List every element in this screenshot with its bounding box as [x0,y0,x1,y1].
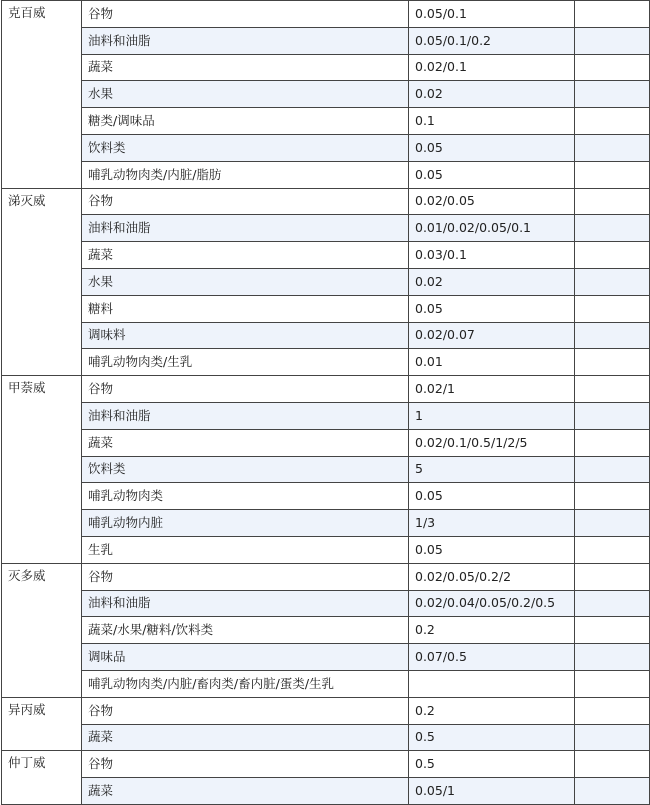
table-row [2,1,650,28]
residue-limit-cell: 0.02/0.05/0.2/2 [409,563,575,590]
residue-limit-cell: 0.02/0.04/0.05/0.2/0.5 [409,590,575,617]
table-row [2,81,650,108]
food-category-cell: 哺乳动物肉类/内脏/畜肉类/畜内脏/蛋类/生乳 [82,670,409,697]
pesticide-name-cell: 异丙威 [2,697,82,751]
table-row [2,429,650,456]
residue-limit-cell [409,670,575,697]
residue-limit-cell: 0.2 [409,617,575,644]
food-category-cell: 水果 [82,81,409,108]
residue-limit-cell: 1 [409,402,575,429]
table-row [2,456,650,483]
residue-limit-cell: 5 [409,456,575,483]
empty-cell [575,724,650,751]
empty-cell [575,644,650,671]
pesticide-residue-table [1,0,650,805]
residue-limit-cell: 0.05/0.1 [409,1,575,28]
table-row [2,644,650,671]
food-category-cell: 油料和油脂 [82,215,409,242]
food-category-cell: 谷物 [82,697,409,724]
pesticide-name-cell: 仲丁威 [2,751,82,805]
table-row [2,349,650,376]
table-row [2,563,650,590]
food-category-cell: 油料和油脂 [82,402,409,429]
food-category-cell: 谷物 [82,1,409,28]
residue-limit-cell: 0.02 [409,81,575,108]
residue-limit-cell: 0.05/1 [409,778,575,805]
residue-limit-cell: 0.02/1 [409,376,575,403]
empty-cell [575,295,650,322]
food-category-cell: 谷物 [82,563,409,590]
food-category-cell: 蔬菜 [82,724,409,751]
table-row [2,751,650,778]
food-category-cell: 蔬菜 [82,54,409,81]
table-row [2,536,650,563]
empty-cell [575,670,650,697]
residue-limit-cell: 0.02/0.07 [409,322,575,349]
table-row [2,376,650,403]
empty-cell [575,429,650,456]
empty-cell [575,349,650,376]
residue-limit-cell: 0.5 [409,724,575,751]
residue-limit-cell: 0.05 [409,483,575,510]
food-category-cell: 糖类/调味品 [82,108,409,135]
pesticide-name-cell: 克百威 [2,1,82,189]
food-category-cell: 调味料 [82,322,409,349]
residue-limit-cell: 0.03/0.1 [409,242,575,269]
empty-cell [575,778,650,805]
empty-cell [575,617,650,644]
food-category-cell: 谷物 [82,188,409,215]
table-row [2,134,650,161]
table-row [2,27,650,54]
residue-limit-cell: 0.02/0.1 [409,54,575,81]
empty-cell [575,188,650,215]
food-category-cell: 蔬菜 [82,242,409,269]
table-row [2,402,650,429]
pesticide-name-cell: 涕灭威 [2,188,82,376]
table-row [2,483,650,510]
empty-cell [575,27,650,54]
food-category-cell: 饮料类 [82,134,409,161]
table-row [2,510,650,537]
table-body [2,1,650,805]
residue-limit-cell: 0.5 [409,751,575,778]
table-row [2,697,650,724]
residue-limit-cell: 0.05 [409,536,575,563]
empty-cell [575,1,650,28]
empty-cell [575,81,650,108]
residue-limit-cell: 0.05/0.1/0.2 [409,27,575,54]
table-row [2,322,650,349]
food-category-cell: 糖料 [82,295,409,322]
residue-limit-cell: 0.07/0.5 [409,644,575,671]
residue-limit-cell: 0.01/0.02/0.05/0.1 [409,215,575,242]
residue-limit-cell: 0.02 [409,268,575,295]
food-category-cell: 油料和油脂 [82,590,409,617]
table-row [2,670,650,697]
table-row [2,590,650,617]
empty-cell [575,108,650,135]
food-category-cell: 生乳 [82,536,409,563]
empty-cell [575,456,650,483]
pesticide-name-cell: 甲萘威 [2,376,82,564]
residue-limit-cell: 0.02/0.05 [409,188,575,215]
residue-limit-cell: 0.2 [409,697,575,724]
empty-cell [575,161,650,188]
table-row [2,54,650,81]
food-category-cell: 哺乳动物肉类/内脏/脂肪 [82,161,409,188]
empty-cell [575,590,650,617]
table-row [2,215,650,242]
empty-cell [575,563,650,590]
residue-limit-cell: 0.1 [409,108,575,135]
food-category-cell: 哺乳动物肉类/生乳 [82,349,409,376]
residue-limit-cell: 0.02/0.1/0.5/1/2/5 [409,429,575,456]
empty-cell [575,483,650,510]
food-category-cell: 调味品 [82,644,409,671]
table-row [2,778,650,805]
empty-cell [575,54,650,81]
empty-cell [575,242,650,269]
residue-limit-cell: 0.01 [409,349,575,376]
table-row [2,268,650,295]
food-category-cell: 水果 [82,268,409,295]
food-category-cell: 哺乳动物内脏 [82,510,409,537]
empty-cell [575,268,650,295]
food-category-cell: 蔬菜 [82,778,409,805]
table-row [2,242,650,269]
food-category-cell: 蔬菜/水果/糖料/饮料类 [82,617,409,644]
empty-cell [575,134,650,161]
table-row [2,108,650,135]
table-row [2,724,650,751]
residue-limit-cell: 1/3 [409,510,575,537]
table-row [2,161,650,188]
residue-limit-cell: 0.05 [409,161,575,188]
empty-cell [575,322,650,349]
food-category-cell: 油料和油脂 [82,27,409,54]
residue-limit-cell: 0.05 [409,134,575,161]
food-category-cell: 谷物 [82,751,409,778]
food-category-cell: 饮料类 [82,456,409,483]
table-row [2,295,650,322]
table-row [2,617,650,644]
empty-cell [575,376,650,403]
table-row [2,188,650,215]
empty-cell [575,751,650,778]
food-category-cell: 哺乳动物肉类 [82,483,409,510]
empty-cell [575,536,650,563]
empty-cell [575,510,650,537]
empty-cell [575,215,650,242]
empty-cell [575,697,650,724]
empty-cell [575,402,650,429]
pesticide-name-cell: 灭多威 [2,563,82,697]
food-category-cell: 谷物 [82,376,409,403]
residue-limit-cell: 0.05 [409,295,575,322]
food-category-cell: 蔬菜 [82,429,409,456]
